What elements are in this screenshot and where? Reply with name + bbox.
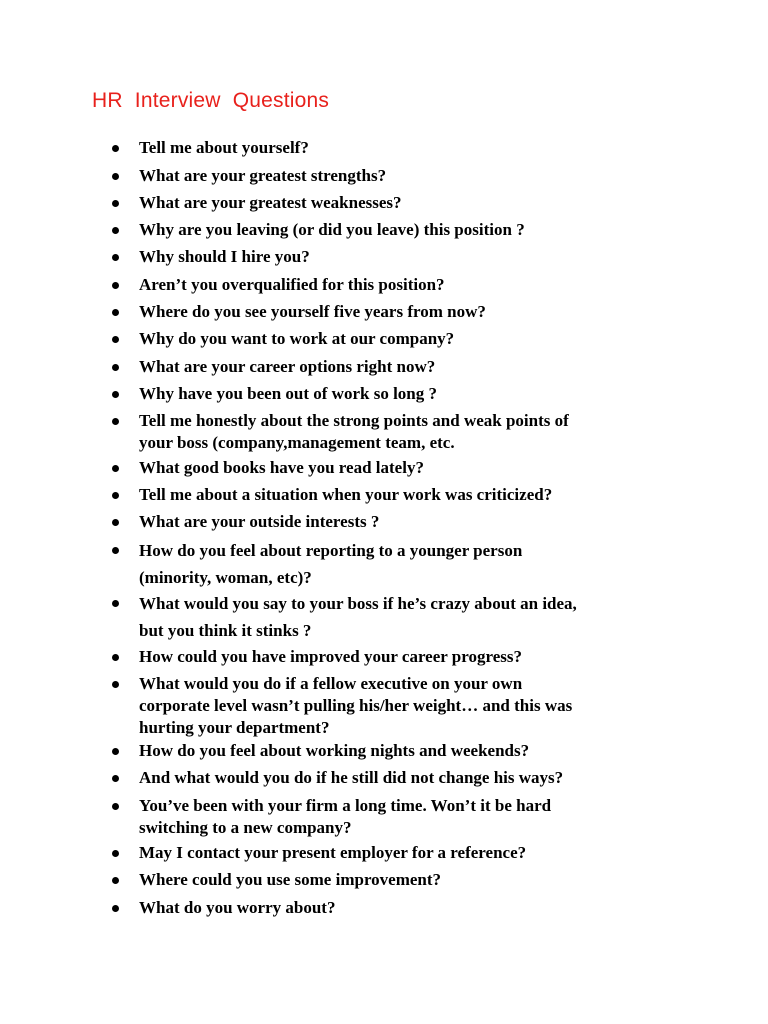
question-text: What would you say to your boss if he’s crazy about an idea, but you think it stinks ?	[139, 594, 577, 640]
bullet-icon	[112, 254, 119, 261]
question-text: Why should I hire you?	[139, 247, 310, 266]
page-title: HR Interview Questions	[92, 89, 330, 112]
bullet-icon	[112, 465, 119, 472]
question-text: Tell me about yourself?	[139, 138, 309, 157]
question-text: Where could you use some improvement?	[139, 870, 442, 889]
question-text: How do you feel about working nights and weekends?	[139, 741, 530, 760]
question-text: Tell me honestly about the strong points and weak points of your boss (company,management team, etc.	[139, 411, 569, 452]
question-text: Why do you want to work at our company?	[139, 329, 455, 348]
question-text: What do you worry about?	[139, 898, 336, 917]
question-text: What are your greatest strengths?	[139, 166, 387, 185]
bullet-icon	[112, 775, 119, 782]
question-text: Why have you been out of work so long ?	[139, 384, 438, 403]
question-text: Why are you leaving (or did you leave) this position ?	[139, 220, 525, 239]
question-text: How could you have improved your career progress?	[139, 647, 522, 666]
question-text: What are your greatest weaknesses?	[139, 193, 402, 212]
question-text: What would you do if a fellow executive on your own corporate level wasn’t pulling his/her weight… and this was hurting your department?	[139, 674, 573, 737]
bullet-icon	[112, 600, 119, 607]
question-text: Aren’t you overqualified for this position?	[139, 275, 445, 294]
bullet-icon	[112, 877, 119, 884]
bullet-icon	[112, 336, 119, 343]
bullet-icon	[112, 547, 119, 554]
question-text: What are your career options right now?	[139, 357, 436, 376]
bullet-icon	[112, 492, 119, 499]
bullet-icon	[112, 418, 119, 425]
question-text: How do you feel about reporting to a younger person (minority, woman, etc)?	[139, 541, 523, 587]
bullet-icon	[112, 803, 119, 810]
question-text: And what would you do if he still did not change his ways?	[139, 768, 564, 787]
bullet-icon	[112, 282, 119, 289]
question-text: You’ve been with your firm a long time. Won’t it be hard switching to a new company?	[139, 796, 552, 837]
bullet-icon	[112, 905, 119, 912]
question-text: Where do you see yourself five years from now?	[139, 302, 486, 321]
bullet-icon	[112, 309, 119, 316]
bullet-icon	[112, 227, 119, 234]
question-text: May I contact your present employer for a reference?	[139, 843, 527, 862]
bullet-icon	[112, 748, 119, 755]
question-text: What good books have you read lately?	[139, 458, 424, 477]
bullet-icon	[112, 200, 119, 207]
question-text: Tell me about a situation when your work was criticized?	[139, 485, 553, 504]
bullet-icon	[112, 850, 119, 857]
bullet-icon	[112, 391, 119, 398]
bullet-icon	[112, 364, 119, 371]
bullet-icon	[112, 173, 119, 180]
bullet-icon	[112, 519, 119, 526]
question-text: What are your outside interests ?	[139, 512, 380, 531]
bullet-icon	[112, 654, 119, 661]
bullet-icon	[112, 145, 119, 152]
bullet-icon	[112, 681, 119, 688]
